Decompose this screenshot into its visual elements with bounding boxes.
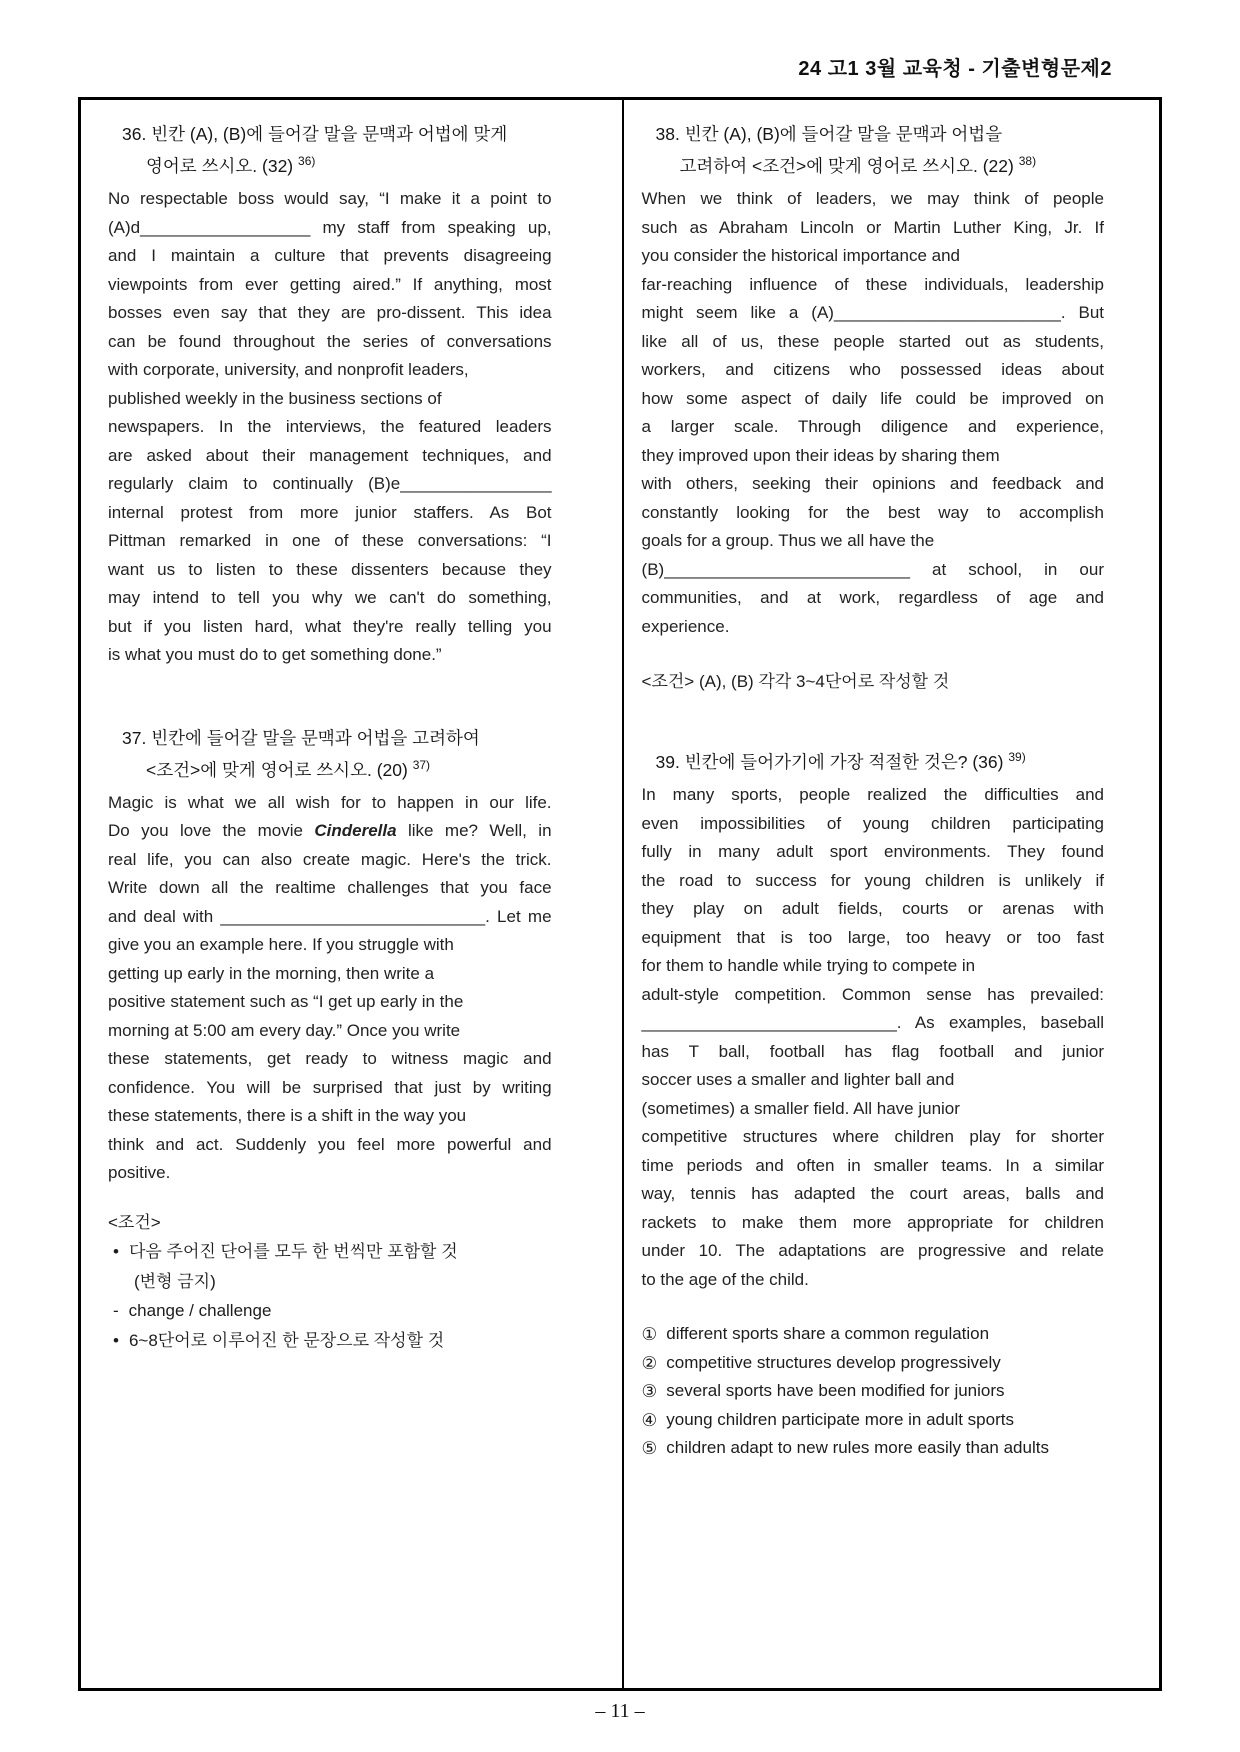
condition-item-text: 6~8단어로 이루어진 한 문장으로 작성할 것 <box>128 1330 445 1350</box>
choice-item <box>642 1349 1072 1378</box>
bullet-marker: • <box>113 1330 119 1350</box>
passage-line: goals for a group. Thus we all have the <box>641 531 935 550</box>
passage-line: and I maintain a culture that prevents disagreeing <box>108 246 552 265</box>
choice-number-marker: ② <box>641 1352 658 1373</box>
question-prompt <box>642 118 1104 182</box>
question-38 <box>642 118 1104 696</box>
condition-item <box>108 1296 552 1326</box>
passage-line: a larger scale. Through diligence and experience, <box>641 417 1104 436</box>
passage-line: far-reaching influence of these individuals, leadership <box>641 274 1104 294</box>
passage-line: (sometimes) a smaller field. All have junior <box>641 1098 960 1118</box>
passage-line: is what you must do to get something done.” <box>108 645 442 664</box>
question-ref-superscript: 37) <box>412 757 431 772</box>
condition-item-text: 다음 주어진 단어를 모두 한 번씩만 포함할 것 <box>128 1242 458 1261</box>
question-number: 38. <box>655 124 685 144</box>
passage-line: think and act. Suddenly you feel more powerful and <box>108 1134 552 1154</box>
choice-number-marker: ③ <box>641 1381 658 1401</box>
question-prompt-line: 고려하여 <조건>에 맞게 영어로 쓰시오. (22) $^{38)}$ <box>679 154 1037 176</box>
passage-line: getting up early in the morning, then write a <box>108 963 435 983</box>
question-number: 39. <box>655 752 685 772</box>
bullet-marker: • <box>113 1242 119 1261</box>
choice-number-marker: ① <box>641 1324 658 1344</box>
choice-text: children adapt to new rules more easily than adults <box>666 1438 1049 1457</box>
choice-item <box>642 1320 1072 1349</box>
question-number: 37. <box>122 727 152 748</box>
passage-line: want us to listen to these dissenters because they <box>108 559 552 579</box>
passage <box>108 789 552 1188</box>
question-number: 36. <box>122 124 152 144</box>
choice-item <box>642 1377 1072 1406</box>
passage-line: confidence. You will be surprised that just by writing <box>108 1077 552 1097</box>
question-36 <box>108 118 552 670</box>
passage-line: competitive structures where children play for shorter <box>641 1127 1104 1146</box>
passage-line: constantly looking for the best way to accomplish <box>641 502 1104 522</box>
passage-line: might seem like a (A)________________________. But <box>641 303 1104 322</box>
passage-line: has T ball, football has flag football and junior <box>641 1041 1104 1061</box>
passage-line: Magic is what we all wish for to happen in our life. <box>108 792 552 812</box>
passage-line: Pittman remarked in one of these conversations: “I <box>108 531 552 550</box>
passage-line: but if you listen hard, what they're really telling you <box>108 616 552 636</box>
condition-label: <조건> <box>108 1212 161 1232</box>
passage-line: way, tennis has adapted the court areas, balls and <box>641 1184 1104 1203</box>
passage-line: soccer uses a smaller and lighter ball and <box>641 1070 955 1089</box>
choice-text: several sports have been modified for juniors <box>666 1381 1005 1400</box>
passage-line: regularly claim to continually (B)e________________ <box>108 474 552 493</box>
passage-line: they improved upon their ideas by sharing them <box>641 445 1000 465</box>
condition-item-text: change / challenge <box>128 1301 272 1320</box>
passage-line: time periods and often in smaller teams. In a similar <box>641 1155 1104 1175</box>
bullet-marker: - <box>113 1301 119 1320</box>
question-prompt-line: 영어로 쓰시오. (32) $^{36)}$ <box>146 154 316 176</box>
passage-line: with others, seeking their opinions and feedback and <box>641 474 1104 493</box>
question-prompt-line: 38. 빈칸 (A), (B)에 들어갈 말을 문맥과 어법을 <box>655 124 1003 144</box>
passage-line: how some aspect of daily life could be improved on <box>641 388 1104 408</box>
condition-item-sub: (변형 금지) <box>134 1271 216 1291</box>
passage-line: adult-style competition. Common sense has prevailed: <box>641 984 1104 1004</box>
question-prompt <box>108 118 552 182</box>
passage-line: rackets to make them more appropriate for children <box>641 1212 1104 1232</box>
column-right <box>622 100 1159 1688</box>
question-prompt-line: 36. 빈칸 (A), (B)에 들어갈 말을 문맥과 어법에 맞게 <box>122 124 508 144</box>
passage-line: the road to success for young children is unlikely if <box>641 870 1104 890</box>
passage-line: these statements, get ready to witness magic and <box>108 1049 552 1068</box>
passage-line: positive statement such as “I get up early in the <box>108 992 464 1011</box>
choice-text: competitive structures develop progressively <box>666 1352 1001 1372</box>
condition-item <box>108 1326 552 1356</box>
passage-line: like all of us, these people started out as students, <box>641 331 1104 351</box>
condition-block <box>108 1208 552 1356</box>
passage-line: communities, and at work, regardless of age and <box>641 588 1104 607</box>
choice-item <box>642 1434 1072 1463</box>
page-header-title: 24 고1 3월 교육청 - 기출변형문제2 <box>798 58 1112 80</box>
passage-line: equipment that is too large, too heavy or too fast <box>641 927 1104 947</box>
passage-line: these statements, there is a shift in the way you <box>108 1106 467 1125</box>
passage-line: to the age of the child. <box>641 1269 809 1289</box>
choice-text: young children participate more in adult sports <box>666 1409 1014 1429</box>
question-ref-superscript: 36) <box>298 154 316 169</box>
passage-line: newspapers. In the interviews, the featured leaders <box>108 417 552 436</box>
question-prompt-line: 39. 빈칸에 들어가기에 가장 적절한 것은? (36) $^{39)}$ <box>655 750 1026 772</box>
question-39 <box>642 746 1104 1463</box>
question-prompt <box>108 722 552 786</box>
passage-line: experience. <box>641 616 730 636</box>
exam-box <box>78 97 1162 1691</box>
passage-line: you consider the historical importance and <box>641 246 960 265</box>
passage <box>642 185 1104 641</box>
question-prompt <box>642 746 1104 778</box>
passage-line: with corporate, university, and nonprofit leaders, <box>108 360 469 379</box>
condition-item <box>108 1237 552 1267</box>
passage <box>108 185 552 670</box>
page-number: – 11 – <box>595 1700 645 1722</box>
column-left <box>81 100 622 1688</box>
choice-number-marker: ④ <box>641 1409 658 1430</box>
choice-list <box>642 1320 1104 1463</box>
passage-line: real life, you can also create magic. Here's the trick. <box>108 849 552 869</box>
passage-line: for them to handle while trying to compete in <box>641 956 976 975</box>
passage-line: No respectable boss would say, “I make it a point to <box>108 189 552 208</box>
passage-line: such as Abraham Lincoln or Martin Luther King, Jr. If <box>641 217 1104 237</box>
question-ref-superscript: 39) <box>1008 750 1026 765</box>
passage-line: (B)__________________________ at school, in our <box>641 559 1104 579</box>
passage-line: (A)d__________________ my staff from speaking up, <box>108 217 552 237</box>
passage-line: can be found throughout the series of conversations <box>108 331 552 351</box>
passage-line: viewpoints from ever getting aired.” If anything, most <box>108 274 552 294</box>
passage-line: positive. <box>108 1163 171 1182</box>
passage-line: even impossibilities of young children participating <box>641 813 1104 833</box>
passage-line: and deal with ____________________________. Let me <box>108 906 552 926</box>
passage-line: may intend to tell you why we can't do something, <box>108 588 552 607</box>
passage-line: workers, and citizens who possessed ideas about <box>641 360 1104 379</box>
passage-line: When we think of leaders, we may think of people <box>641 189 1104 208</box>
passage-line: Do you love the movie Cinderella like me? Well, in <box>108 821 552 840</box>
question-ref-superscript: 38) <box>1018 154 1037 169</box>
passage-line: they play on adult fields, courts or arenas with <box>641 899 1104 918</box>
passage-line: ___________________________. As examples, baseball <box>641 1013 1104 1032</box>
passage-line: fully in many adult sport environments. They found <box>641 842 1104 861</box>
passage <box>642 781 1104 1294</box>
passage-line: published weekly in the business sections of <box>108 388 442 408</box>
condition-line: <조건> (A), (B) 각각 3~4단어로 작성할 것 <box>641 672 950 691</box>
choice-number-marker: ⑤ <box>641 1438 658 1458</box>
passage-line: morning at 5:00 am every day.” Once you write <box>108 1020 461 1040</box>
question-37 <box>108 722 552 1356</box>
passage-line: give you an example here. If you struggle with <box>108 935 454 954</box>
choice-text: different sports share a common regulation <box>666 1324 990 1343</box>
question-prompt-line: <조건>에 맞게 영어로 쓰시오. (20) $^{37)}$ <box>146 757 431 780</box>
passage-line: In many sports, people realized the difficulties and <box>641 785 1104 804</box>
choice-item <box>642 1406 1072 1435</box>
passage-line: bosses even say that they are pro-dissent. This idea <box>108 303 552 322</box>
passage-line: internal protest from more junior staffers. As Bot <box>108 502 552 522</box>
passage-line: Write down all the realtime challenges that you face <box>108 878 552 897</box>
passage-line: are asked about their management techniques, and <box>108 445 552 465</box>
passage-line: under 10. The adaptations are progressive and relate <box>641 1241 1104 1260</box>
question-prompt-line: 37. 빈칸에 들어갈 말을 문맥과 어법을 고려하여 <box>122 727 480 748</box>
